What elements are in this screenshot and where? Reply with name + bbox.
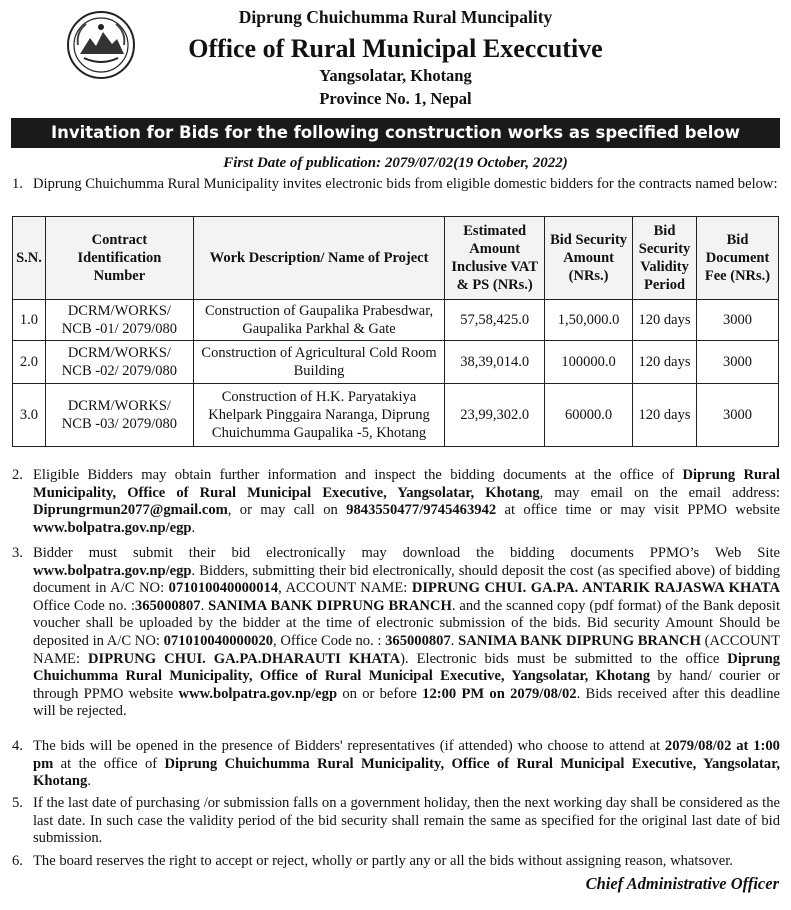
office-name: Diprung Chuichumma Rural Municipality, Office of Rural Municipal Executive, Yangsolatar, Khotang bbox=[33, 755, 780, 790]
municipality-name: Diprung Chuichumma Rural Muncipality bbox=[238, 7, 553, 27]
publication-date: First Date of publication: 2079/07/02(19 October, 2022) bbox=[223, 155, 568, 171]
cell-estimated-amount: 38,39,014.0 bbox=[445, 341, 545, 384]
clause-1 bbox=[12, 176, 780, 194]
cell-text: Construction of Agricultural Cold Room bbox=[201, 345, 437, 361]
text-run: Office Code no. : bbox=[33, 597, 135, 614]
office-code: 365000807 bbox=[385, 632, 451, 649]
cell-estimated-amount: 23,99,302.0 bbox=[445, 384, 545, 447]
website-url: www.bolpatra.gov.np/egp bbox=[178, 685, 338, 702]
text-run: , Office Code no. : bbox=[273, 632, 386, 649]
cell-text: DCRM/WORKS/ bbox=[67, 398, 171, 414]
account-name: DIPRUNG CHUI. GA.PA.DHARAUTI KHATA bbox=[88, 650, 401, 667]
clause-number: 1. bbox=[12, 176, 23, 192]
municipality-emblem-icon bbox=[66, 10, 136, 80]
notice-banner: Invitation for Bids for the following construction works as specified below bbox=[11, 118, 780, 148]
submission-deadline: 12:00 PM on 2079/08/02 bbox=[422, 685, 577, 702]
col-header-sn: S.N. bbox=[13, 217, 46, 300]
clause-number: 6. bbox=[12, 853, 23, 869]
clause-text bbox=[33, 545, 780, 721]
clause-text: If the last date of purchasing /or submission falls on a government holiday, then the next working day shall be considered as the last date. In such case the validity period of the bid security shall remain the same as specified for the original last date of bid submission. bbox=[33, 795, 780, 847]
bank-name: SANIMA BANK DIPRUNG BRANCH bbox=[458, 632, 701, 649]
header-text: Estimated bbox=[463, 223, 527, 239]
office-address: Yangsolatar, Khotang bbox=[319, 66, 472, 85]
text-run: , or may call on bbox=[227, 502, 347, 519]
cell-validity: 120 days bbox=[633, 384, 697, 447]
header-text: Amount bbox=[469, 241, 521, 257]
cell-sn: 3.0 bbox=[13, 384, 46, 447]
cell-text: DCRM/WORKS/ bbox=[67, 345, 171, 361]
cell-bid-security: 100000.0 bbox=[545, 341, 633, 384]
cell-text: NCB -01/ 2079/080 bbox=[61, 321, 177, 337]
account-name: DIPRUNG CHUI. GA.PA. ANTARIK RAJASWA KHATA bbox=[411, 580, 780, 597]
clause-text: The board reserves the right to accept or reject, wholly or partly any or all the bids without assigning reason, whatsover. bbox=[33, 853, 733, 869]
clause-number: 3. bbox=[12, 545, 23, 561]
col-header-bid-security-validity bbox=[633, 217, 697, 300]
cell-text: Chuichumma Gaupalika -5, Khotang bbox=[211, 425, 427, 441]
website-url: www.bolpatra.gov.np/egp bbox=[33, 519, 192, 536]
text-run: at office time or may visit PPMO website bbox=[496, 502, 780, 519]
office-name: Diprung Chuichumma Rural Municipality, Office of Rural Municipal Executive, Yangsolatar, Khotang bbox=[33, 650, 780, 685]
clause-text bbox=[33, 738, 780, 791]
header-text: Inclusive VAT bbox=[451, 259, 538, 275]
cell-fee: 3000 bbox=[697, 300, 779, 341]
cell-estimated-amount: 57,58,425.0 bbox=[445, 300, 545, 341]
phone-numbers: 9843550477/9745463942 bbox=[346, 502, 497, 519]
text-run: . bbox=[450, 632, 459, 649]
text-run: . Bidders, submitting their bid electronically, should deposit the cost (as specified above) of bidding document in A/C NO: bbox=[33, 562, 780, 597]
website-url: www.bolpatra.gov.np/egp bbox=[33, 562, 192, 579]
cell-work-description bbox=[193, 341, 444, 384]
text-run: . bbox=[200, 597, 209, 614]
table-header-row bbox=[13, 217, 779, 300]
cell-contract-id bbox=[45, 300, 193, 341]
cell-validity: 120 days bbox=[633, 300, 697, 341]
signatory-title: Chief Administrative Officer bbox=[585, 874, 779, 893]
cell-validity: 120 days bbox=[633, 341, 697, 384]
col-header-work-description: Work Description/ Name of Project bbox=[193, 217, 444, 300]
text-run: on or before bbox=[337, 685, 423, 702]
text-run: . Bids received after this deadline will be rejected. bbox=[33, 685, 780, 720]
clause-number: 5. bbox=[12, 795, 23, 811]
header-text: Identification bbox=[77, 250, 162, 266]
clause-4 bbox=[12, 738, 780, 791]
clause-number: 2. bbox=[12, 467, 23, 483]
cell-text: Construction of H.K. Paryatakiya bbox=[221, 389, 417, 405]
header-text: Security bbox=[638, 241, 691, 257]
office-name: Diprung Rural Municipality, Office of Rural Municipal Executive, Yangsolatar, Khotang bbox=[33, 467, 780, 501]
clause-number: 4. bbox=[12, 738, 23, 754]
text-run: . and the scanned copy (pdf format) of the Bank deposit voucher shall be uploaded by the bidder at the time of electronic submission of the bids. Bid security Amount Should be deposited in A/C NO: bbox=[33, 597, 780, 649]
text-run: , ACCOUNT NAME: bbox=[278, 580, 412, 597]
cell-text: Construction of Gaupalika Prabesdwar, bbox=[204, 303, 434, 319]
cell-work-description bbox=[193, 300, 444, 341]
letterhead bbox=[0, 0, 791, 112]
text-run: Eligible Bidders may obtain further information and inspect the bidding documents at the office of bbox=[33, 467, 683, 483]
header-text: Period bbox=[643, 277, 686, 293]
clause-2 bbox=[12, 467, 780, 537]
clause-6 bbox=[12, 853, 780, 871]
text-run: (ACCOUNT NAME: bbox=[33, 632, 781, 667]
header-text: Bid bbox=[726, 232, 749, 248]
header-text: Document bbox=[705, 250, 770, 266]
cell-bid-security: 1,50,000.0 bbox=[545, 300, 633, 341]
clause-3 bbox=[12, 545, 780, 721]
table-row bbox=[13, 300, 779, 341]
cell-fee: 3000 bbox=[697, 341, 779, 384]
col-header-bid-security-amount bbox=[545, 217, 633, 300]
opening-datetime: 2079/08/02 at 1:00 pm bbox=[33, 738, 780, 772]
header-text: Amount bbox=[563, 250, 614, 266]
text-run: The bids will be opened in the presence of Bidders' representatives (if attended) who choose to attend at bbox=[33, 738, 665, 754]
cell-sn: 2.0 bbox=[13, 341, 46, 384]
text-run: . bbox=[87, 773, 91, 790]
col-header-contract-id bbox=[45, 217, 193, 300]
cell-sn: 1.0 bbox=[13, 300, 46, 341]
cell-text: NCB -02/ 2079/080 bbox=[61, 363, 177, 379]
cell-text: Building bbox=[293, 363, 345, 379]
header-text: Number bbox=[93, 268, 146, 284]
cell-text: Khelpark Pinggaira Naranga, Diprung bbox=[208, 407, 430, 423]
account-number: 071010040000020 bbox=[163, 632, 274, 649]
text-run: by hand/ courier or through PPMO website bbox=[33, 668, 780, 702]
text-run: Bidder must submit their bid electronically may download the bidding documents PPMO’s Web Site bbox=[33, 545, 780, 561]
cell-text: Gaupalika Parkhal & Gate bbox=[242, 321, 396, 337]
text-run: , may email on the email address: bbox=[539, 484, 780, 501]
office-code: 365000807 bbox=[134, 597, 201, 614]
col-header-estimated-amount bbox=[445, 217, 545, 300]
header-text: Bid Security bbox=[550, 232, 628, 248]
cell-contract-id bbox=[45, 341, 193, 384]
email-address: Diprungrmun2077@gmail.com bbox=[33, 502, 228, 519]
cell-text: NCB -03/ 2079/080 bbox=[61, 416, 177, 432]
clause-text bbox=[33, 467, 780, 537]
header-text: Validity bbox=[640, 259, 689, 275]
text-run: . bbox=[191, 519, 196, 536]
text-run: at the office of bbox=[53, 755, 165, 772]
table-row bbox=[13, 384, 779, 447]
header-text: Contract bbox=[91, 232, 148, 248]
text-run: ). Electronic bids must be submitted to the office bbox=[400, 650, 728, 667]
header-text: Fee (NRs.) bbox=[704, 268, 771, 284]
cell-text: DCRM/WORKS/ bbox=[67, 303, 171, 319]
cell-contract-id bbox=[45, 384, 193, 447]
header-text: Bid bbox=[653, 223, 676, 239]
cell-fee: 3000 bbox=[697, 384, 779, 447]
bank-name: SANIMA BANK DIPRUNG BRANCH bbox=[208, 597, 452, 614]
header-text: & PS (NRs.) bbox=[456, 277, 533, 293]
cell-work-description bbox=[193, 384, 444, 447]
clause-text: Diprung Chuichumma Rural Municipality invites electronic bids from eligible domestic bidders for the contracts named below: bbox=[33, 176, 778, 192]
office-title: Office of Rural Municipal Execcutive bbox=[188, 34, 603, 63]
header-text: (NRs.) bbox=[568, 268, 609, 284]
clause-5 bbox=[12, 795, 780, 848]
table-row bbox=[13, 341, 779, 384]
account-number: 071010040000014 bbox=[168, 580, 279, 597]
bids-table bbox=[12, 216, 779, 447]
col-header-document-fee bbox=[697, 217, 779, 300]
province-line: Province No. 1, Nepal bbox=[319, 89, 472, 108]
cell-bid-security: 60000.0 bbox=[545, 384, 633, 447]
